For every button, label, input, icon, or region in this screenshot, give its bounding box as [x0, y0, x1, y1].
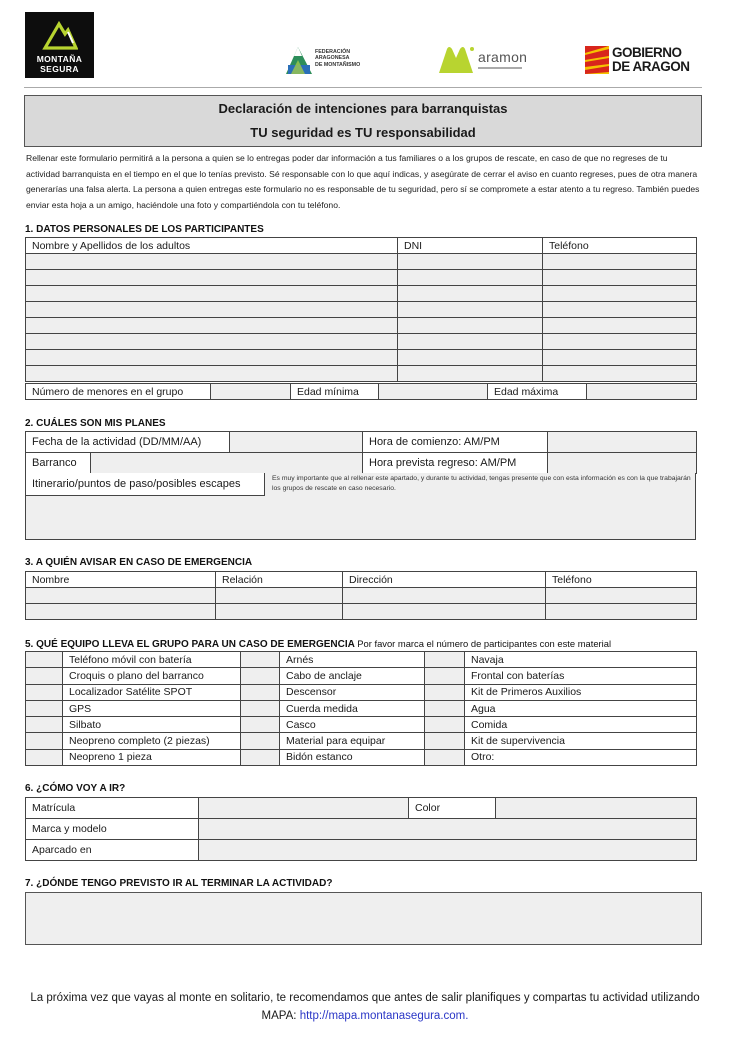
itinerary-input[interactable] — [25, 473, 696, 540]
aramon-logo — [438, 45, 538, 75]
logo-text: GOBIERNO DE ARAGON — [612, 45, 690, 74]
min-age-input[interactable] — [379, 384, 488, 400]
equipment-label: Casco — [280, 717, 425, 733]
title-box — [24, 95, 702, 147]
table-row — [26, 334, 697, 350]
model-input[interactable] — [199, 819, 697, 840]
date-label: Fecha de la actividad (DD/MM/AA) — [26, 432, 230, 453]
equipment-count-input[interactable] — [241, 684, 280, 700]
gobierno-aragon-logo — [585, 45, 705, 77]
table-row — [26, 350, 697, 366]
table-row — [26, 652, 697, 668]
canyon-label: Barranco — [26, 453, 91, 474]
equipment-label: Cabo de anclaje — [280, 668, 425, 684]
equipment-count-input[interactable] — [425, 733, 465, 749]
equipment-label: Material para equipar — [280, 733, 425, 749]
equipment-label: Arnés — [280, 652, 425, 668]
logo-tagline — [478, 67, 522, 69]
contact-phone-input[interactable] — [546, 604, 697, 620]
participant-name-input[interactable] — [26, 366, 398, 382]
equipment-label: Otro: — [465, 749, 697, 765]
equipment-count-input[interactable] — [241, 668, 280, 684]
contact-address-input[interactable] — [343, 588, 546, 604]
participant-phone-input[interactable] — [543, 302, 697, 318]
equipment-count-input[interactable] — [241, 717, 280, 733]
equipment-count-input[interactable] — [425, 749, 465, 765]
equipment-label: Croquis o plano del barranco — [63, 668, 241, 684]
logo-text-line1: MONTAÑA — [36, 54, 83, 64]
aramon-mark-icon — [438, 46, 474, 74]
equipment-count-input[interactable] — [26, 684, 63, 700]
participant-dni-input[interactable] — [398, 286, 543, 302]
equipment-label: Silbato — [63, 717, 241, 733]
plans-table — [25, 431, 697, 474]
minors-count-label: Número de menores en el grupo — [26, 384, 211, 400]
section5-subtitle: Por favor marca el número de participantes con este material — [357, 638, 612, 649]
equipment-count-input[interactable] — [26, 749, 63, 765]
participant-dni-input[interactable] — [398, 334, 543, 350]
col-header-name: Nombre y Apellidos de los adultos — [26, 238, 398, 254]
equipment-table — [25, 651, 697, 766]
equipment-label: Comida — [465, 717, 697, 733]
aragon-flag-icon — [585, 46, 609, 74]
participant-phone-input[interactable] — [543, 254, 697, 270]
color-input[interactable] — [496, 798, 697, 819]
section3-title: 3. A QUIÉN AVISAR EN CASO DE EMERGENCIA — [25, 557, 253, 568]
equipment-count-input[interactable] — [425, 700, 465, 716]
section1-title: 1. DATOS PERSONALES DE LOS PARTICIPANTES — [25, 224, 264, 235]
participant-dni-input[interactable] — [398, 318, 543, 334]
equipment-label: Frontal con baterías — [465, 668, 697, 684]
equipment-count-input[interactable] — [26, 733, 63, 749]
contact-name-input[interactable] — [26, 604, 216, 620]
participant-phone-input[interactable] — [543, 270, 697, 286]
table-row — [26, 604, 697, 620]
max-age-label: Edad máxima — [488, 384, 587, 400]
plate-label: Matrícula — [26, 798, 199, 819]
participant-dni-input[interactable] — [398, 270, 543, 286]
table-row — [26, 286, 697, 302]
mountain-icon — [285, 45, 313, 75]
table-row — [26, 366, 697, 382]
header-divider — [24, 87, 702, 88]
table-row — [26, 733, 697, 749]
table-row — [26, 588, 697, 604]
equipment-count-input[interactable] — [26, 717, 63, 733]
equipment-count-input[interactable] — [26, 700, 63, 716]
model-label: Marca y modelo — [26, 819, 199, 840]
table-row — [26, 302, 697, 318]
participant-name-input[interactable] — [26, 254, 398, 270]
contact-relation-input[interactable] — [216, 604, 343, 620]
col-header-dni: DNI — [398, 238, 543, 254]
participant-phone-input[interactable] — [543, 334, 697, 350]
logo-text: FEDERACIÓN ARAGONESA DE MONTAÑISMO — [315, 49, 361, 68]
mapa-link[interactable]: http://mapa.montanasegura.com. — [299, 1010, 469, 1022]
footer-note — [20, 989, 710, 1025]
equipment-count-input[interactable] — [241, 749, 280, 765]
contact-address-input[interactable] — [343, 604, 546, 620]
return-time-input[interactable] — [548, 453, 697, 474]
table-row — [26, 318, 697, 334]
document-title: Declaración de intenciones para barranquistas — [218, 101, 508, 116]
equipment-label: Localizador Satélite SPOT — [63, 684, 241, 700]
equipment-count-input[interactable] — [26, 652, 63, 668]
vehicle-table — [25, 797, 697, 861]
contact-relation-input[interactable] — [216, 588, 343, 604]
table-row — [26, 749, 697, 765]
parked-label: Aparcado en — [26, 840, 199, 861]
emergency-contacts-table — [25, 571, 697, 620]
equipment-count-input[interactable] — [425, 652, 465, 668]
contact-phone-input[interactable] — [546, 588, 697, 604]
table-row — [26, 668, 697, 684]
col-header-phone: Teléfono — [543, 238, 697, 254]
table-row — [26, 717, 697, 733]
participant-dni-input[interactable] — [398, 254, 543, 270]
equipment-count-input[interactable] — [241, 700, 280, 716]
equipment-count-input[interactable] — [241, 733, 280, 749]
logo-text-line2: SEGURA — [40, 64, 79, 74]
footer-text: La próxima vez que vayas al monte en solitario, te recomendamos que antes de salir planifiques y compartas tu actividad utilizando MAPA: — [30, 992, 700, 1022]
participant-name-input[interactable] — [26, 334, 398, 350]
table-row — [26, 254, 697, 270]
col-header-relation: Relación — [216, 572, 343, 588]
equipment-count-input[interactable] — [425, 717, 465, 733]
federacion-aragonesa-logo — [285, 45, 365, 75]
document-subtitle: TU seguridad es TU responsabilidad — [250, 125, 476, 140]
equipment-count-input[interactable] — [425, 684, 465, 700]
participant-name-input[interactable] — [26, 318, 398, 334]
logo-text: aramon — [478, 49, 528, 65]
minors-count-input[interactable] — [211, 384, 291, 400]
min-age-label: Edad mínima — [291, 384, 379, 400]
equipment-label: Agua — [465, 700, 697, 716]
participant-name-input[interactable] — [26, 350, 398, 366]
minors-table — [25, 383, 697, 400]
col-header-name: Nombre — [26, 572, 216, 588]
equipment-count-input[interactable] — [26, 668, 63, 684]
col-header-phone: Teléfono — [546, 572, 697, 588]
start-time-label: Hora de comienzo: AM/PM — [363, 432, 548, 453]
equipment-label: Descensor — [280, 684, 425, 700]
intro-paragraph: Rellenar este formulario permitirá a la persona a quien se lo entregas poder dar información a tus familiares o a los grupos de rescate, en caso de que no regreses de tu actividad barranquista en el tiempo en el que lo tenías previsto. Sé responsable con lo que aquí indicas, y asegúrate de cerrar el aviso en cuanto regreses, pues de otra manera generarías una falsa alerta. La persona a quien entregas este formulario no es responsable de tu seguridad, pero sí se compromete a estar atento a tu regreso. También puedes enviar esta hoja a un amigo, haciéndole una foto y compartiéndola con tu teléfono. — [26, 153, 700, 210]
equipment-label: Neopreno completo (2 piezas) — [63, 733, 241, 749]
table-row — [26, 684, 697, 700]
start-time-input[interactable] — [548, 432, 697, 453]
section7-title: 7. ¿DÓNDE TENGO PREVISTO IR AL TERMINAR LA ACTIVIDAD? — [25, 878, 333, 889]
participants-table — [25, 237, 697, 382]
mountain-icon — [42, 20, 78, 50]
equipment-label: Kit de supervivencia — [465, 733, 697, 749]
equipment-label: Kit de Primeros Auxilios — [465, 684, 697, 700]
section5-title: 5. QUÉ EQUIPO LLEVA EL GRUPO PARA UN CASO DE EMERGENCIA Por favor marca el número de participantes con este material — [25, 638, 612, 650]
col-header-address: Dirección — [343, 572, 546, 588]
parked-input[interactable] — [199, 840, 697, 861]
equipment-label: Teléfono móvil con batería — [63, 652, 241, 668]
itinerary-note: Es muy importante que al rellenar este apartado, y durante tu actividad, tengas presente que con esta información es con la que trabajarán los grupos de rescate en caso necesario. — [272, 475, 691, 492]
table-header-row — [26, 238, 697, 254]
itinerary-label: Itinerario/puntos de paso/posibles escapes — [25, 473, 265, 496]
participant-dni-input[interactable] — [398, 366, 543, 382]
color-label: Color — [409, 798, 496, 819]
equipment-label: Cuerda medida — [280, 700, 425, 716]
equipment-label: Navaja — [465, 652, 697, 668]
return-time-label: Hora prevista regreso: AM/PM — [363, 453, 548, 474]
plate-input[interactable] — [199, 798, 409, 819]
equipment-count-input[interactable] — [425, 668, 465, 684]
section2-title: 2. CUÁLES SON MIS PLANES — [25, 418, 166, 429]
destination-after-activity-input[interactable] — [25, 892, 702, 945]
montana-segura-logo — [25, 12, 94, 78]
participant-dni-input[interactable] — [398, 350, 543, 366]
table-row — [26, 270, 697, 286]
equipment-label: Bidón estanco — [280, 749, 425, 765]
participant-dni-input[interactable] — [398, 302, 543, 318]
participant-phone-input[interactable] — [543, 286, 697, 302]
equipment-label: GPS — [63, 700, 241, 716]
max-age-input[interactable] — [587, 384, 697, 400]
canyon-input[interactable] — [91, 453, 363, 474]
participant-phone-input[interactable] — [543, 366, 697, 382]
equipment-count-input[interactable] — [241, 652, 280, 668]
equipment-label: Neopreno 1 pieza — [63, 749, 241, 765]
participant-name-input[interactable] — [26, 270, 398, 286]
section6-title: 6. ¿CÓMO VOY A IR? — [25, 783, 126, 794]
table-row — [26, 700, 697, 716]
participant-name-input[interactable] — [26, 302, 398, 318]
contact-name-input[interactable] — [26, 588, 216, 604]
participant-phone-input[interactable] — [543, 318, 697, 334]
participant-phone-input[interactable] — [543, 350, 697, 366]
date-input[interactable] — [230, 432, 363, 453]
participant-name-input[interactable] — [26, 286, 398, 302]
